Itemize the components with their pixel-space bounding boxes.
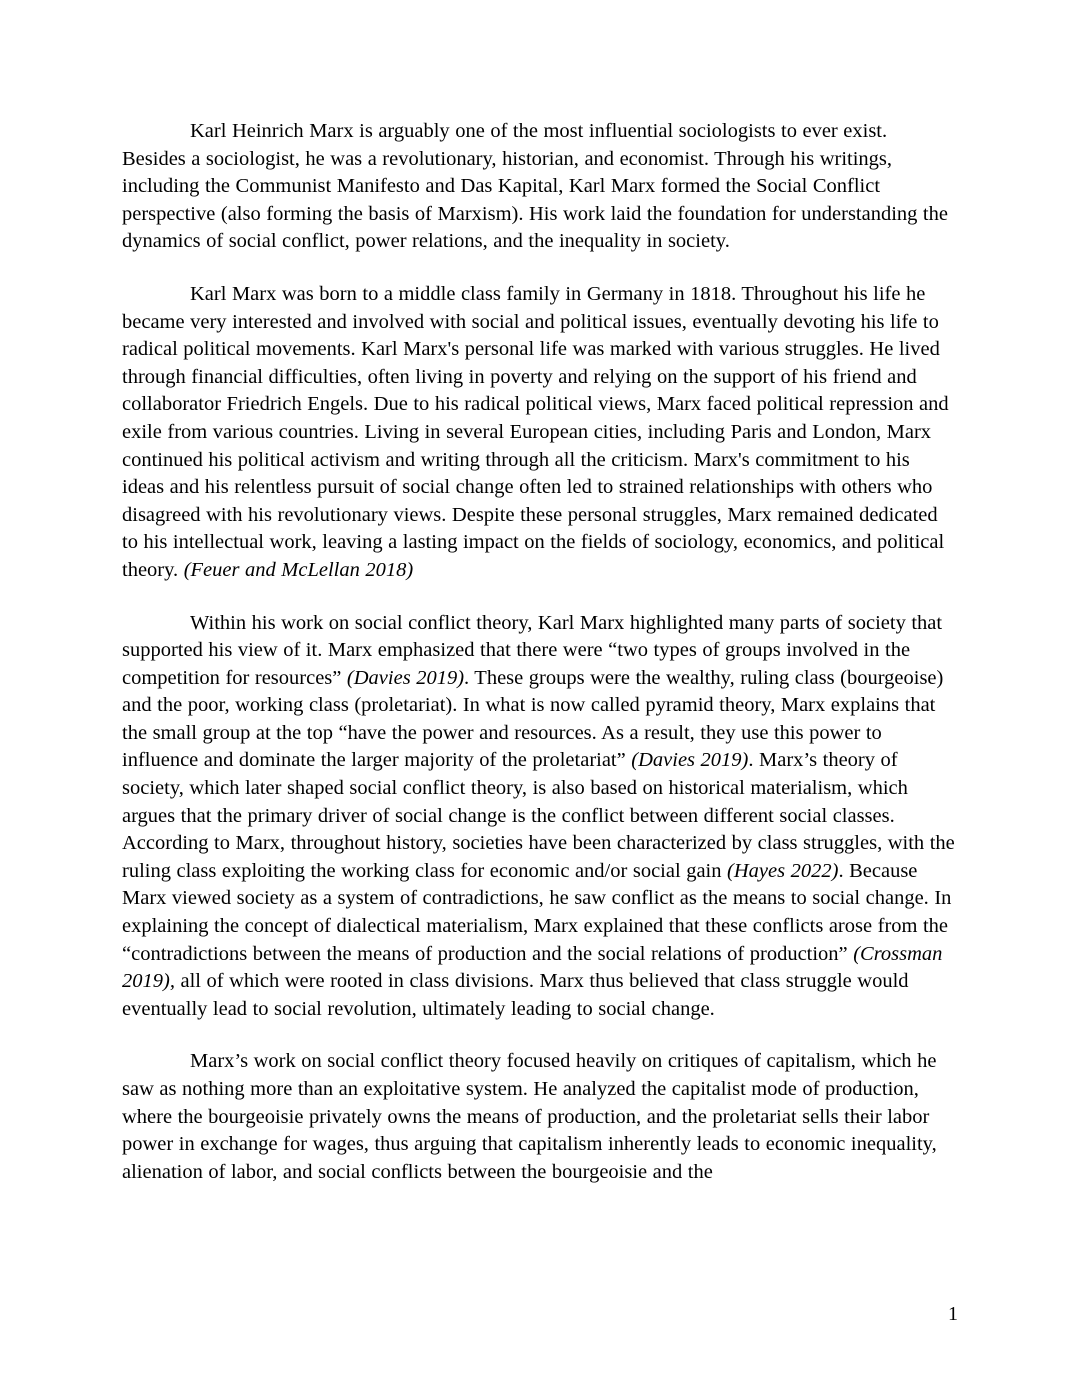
citation: (Crossman 2019), <box>122 942 943 993</box>
text-run: Karl Marx was born to a middle class family in Germany in 1818. Throughout his life he became very interested and involved with social and political issues, eventually devoting his life to radical political movements. Karl Marx's personal life was marked with various struggles. He lived through financial difficulties, often living in poverty and relying on the support of his friend and collaborator Friedrich Engels. Due to his radical political views, Marx faced political repression and exile from various countries. Living in several European cities, including Paris and London, Marx continued his political activism and writing through all the criticism. Marx's commitment to his ideas and his relentless pursuit of social change often led to strained relationships with others who disagreed with his revolutionary views. Despite these personal struggles, Marx remained dedicated to his intellectual work, leaving a lasting impact on the fields of sociology, economics, and political theory. <box>122 282 949 581</box>
page-number: 1 <box>948 1303 958 1325</box>
text-run: . Because Marx viewed society as a system of contradictions, he saw conflict as the means to social change. In explaining the concept of dialectical materialism, Marx explained that these conflicts arose from the “contradictions between the means of production and the social relations of production” <box>122 859 952 965</box>
paragraph-critique-of-capitalism <box>122 1048 956 1186</box>
text-run: Within his work on social conflict theory, Karl Marx highlighted many parts of society that supported his view of it. Marx emphasized that there were “two types of groups involved in the competition for resources” <box>122 611 943 689</box>
text-run: Marx’s work on social conflict theory focused heavily on critiques of capitalism, which he saw as nothing more than an exploitative system. He analyzed the capitalist mode of production, where the bourgeoisie privately owns the means of production, and the proletariat sells their labor power in exchange for wages, thus arguing that capitalism inherently leads to economic inequality, alienation of labor, and social conflicts between the bourgeoisie and the <box>122 1050 937 1183</box>
paragraph-social-conflict-theory <box>122 610 956 1024</box>
text-run: all of which were rooted in class divisions. Marx thus believed that class struggle would eventually lead to social revolution, ultimately leading to social change. <box>122 970 909 1020</box>
citation: (Davies 2019) <box>346 666 465 689</box>
text-run: . These groups were the wealthy, ruling class (bourgeoise) and the poor, working class (proletariat). In what is now called pyramid theory, Marx explains that the small group at the top “have the power and resources. As a result, they use this power to influence and dominate the larger majority of the proletariat” <box>122 666 944 772</box>
text-run: Karl Heinrich Marx is arguably one of the most influential sociologists to ever exist. Besides a sociologist, he was a revolutionary, historian, and economist. Through his writings, including the Communist Manifesto and Das Kapital, Karl Marx formed the Social Conflict perspective (also forming the basis of Marxism). His work laid the foundation for understanding the dynamics of social conflict, power relations, and the inequality in society. <box>122 120 948 253</box>
citation: (Davies 2019) <box>631 749 749 772</box>
document-text-body <box>122 118 956 1186</box>
text-run: . Marx’s theory of society, which later shaped social conflict theory, is also based on historical materialism, which argues that the primary driver of social change is the conflict between different social classes. According to Marx, throughout history, societies have been characterized by class struggles, with the ruling class exploiting the working class for economic and/or social gain <box>122 749 955 882</box>
citation: (Hayes 2022) <box>727 859 839 882</box>
paragraph-intro <box>122 118 956 256</box>
citation: (Feuer and McLellan 2018) <box>183 558 414 581</box>
paragraph-biography <box>122 281 956 585</box>
